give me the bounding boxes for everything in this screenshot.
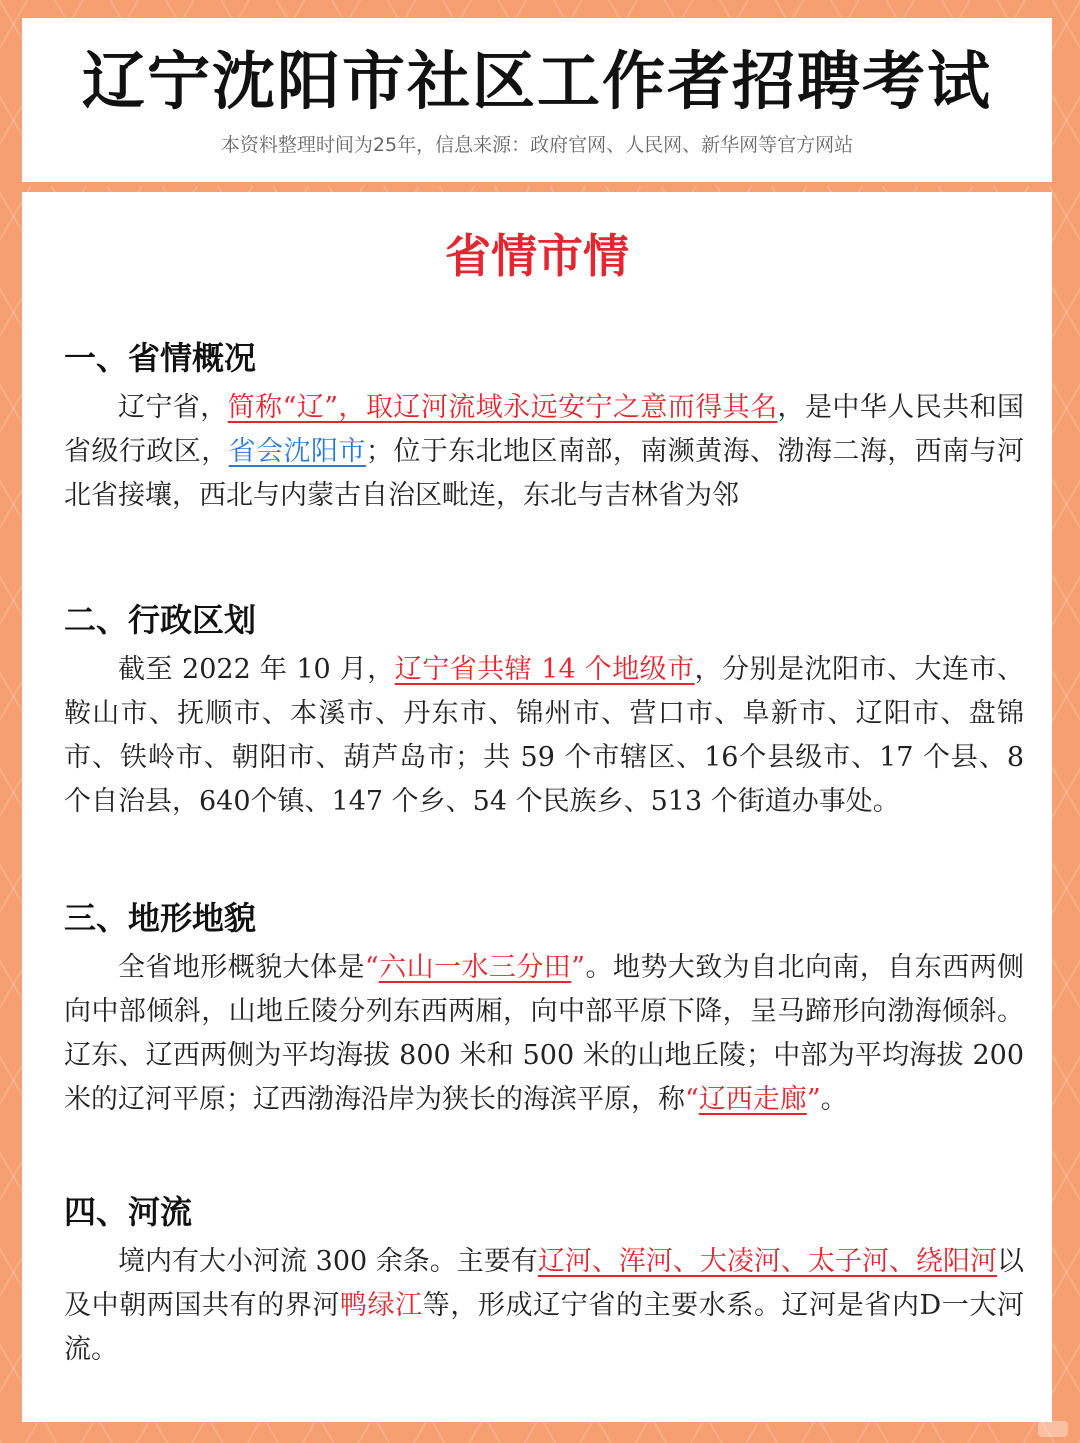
highlight-yalu-river: 鸭绿江 <box>339 1290 423 1321</box>
content-card <box>22 192 1052 1422</box>
highlight-main-rivers: 辽河、浑河、大凌河、太子河、绕阳河 <box>537 1246 998 1277</box>
page-title: 省情市情 <box>445 229 629 283</box>
text-run: 境内有大小河流 300 余条。主要有 <box>118 1246 538 1277</box>
main-title: 辽宁沈阳市社区工作者招聘考试 <box>82 45 992 118</box>
quote-mark: “ <box>364 952 379 983</box>
highlight-corridor: 辽西走廊 <box>698 1084 807 1115</box>
watermark-badge <box>1038 1421 1068 1437</box>
text-run: ，是中华人民共和国省级行政区， <box>64 392 1025 467</box>
quote-mark: “ <box>685 1084 699 1115</box>
section-province-overview <box>64 336 1024 518</box>
text-run: ；位于东北地区南部，南濒黄海、渤海二海，西南与河北省接壤，西北与内蒙古自治区毗连，东北与吉林省为邻 <box>64 436 1025 511</box>
section-heading: 四、河流 <box>64 1193 193 1231</box>
text-run: 等，形成辽宁省的主要水系。辽河是省内D一大河流。 <box>64 1290 1024 1365</box>
highlight-terrain-phrase: 六山一水三分田 <box>378 952 572 983</box>
text-run: 截至 2022 年 10 月， <box>118 654 395 685</box>
section-paragraph <box>64 386 1024 518</box>
text-run: 全省地形概貌大体是 <box>118 952 365 983</box>
text-run: 以及中朝两国共有的界河 <box>64 1246 1025 1321</box>
text-run: 。地势大致为自北向南，自东西两侧向中部倾斜，山地丘陵分列东西两厢，向中部平原下降，呈马蹄形向渤海倾斜。辽东、辽西两侧为平均海拔 800 米和 500 米的山地丘陵；中部为平均海拔 200 米的辽河平原；辽西渤海沿岸为狭长的海滨平原，称 <box>64 952 1025 1115</box>
text-run: 。 <box>820 1084 848 1115</box>
section-administrative-divisions <box>64 598 1024 824</box>
highlight-abbreviation: 简称“辽”，取辽河流域永远安宁之意而得其名 <box>227 392 778 423</box>
quote-mark: ” <box>571 952 586 983</box>
highlight-capital: 省会沈阳市 <box>228 436 366 467</box>
header-banner <box>22 18 1052 186</box>
section-heading: 二、行政区划 <box>64 601 257 639</box>
section-terrain <box>64 896 1024 1122</box>
quote-mark: ” <box>806 1084 821 1115</box>
section-paragraph <box>64 1240 1024 1372</box>
section-rivers <box>64 1190 1024 1372</box>
section-paragraph <box>64 648 1024 824</box>
section-heading: 一、省情概况 <box>64 339 257 377</box>
section-paragraph <box>64 946 1024 1122</box>
source-note: 本资料整理时间为25年，信息来源：政府官网、人民网、新华网等官方网站 <box>220 134 854 156</box>
section-heading: 三、地形地貌 <box>64 899 257 937</box>
text-run: 辽宁省， <box>118 392 228 423</box>
text-run: ，分别是沈阳市、大连市、鞍山市、抚顺市、本溪市、丹东市、锦州市、营口市、阜新市、辽阳市、盘锦市、铁岭市、朝阳市、葫芦岛市；共 59 个市辖区、16个县级市、17 个县、8 个自治县，640个镇、147 个乡、54 个民族乡、513 个街道办事处。 <box>64 654 1025 817</box>
highlight-city-count: 辽宁省共辖 14 个地级市 <box>394 654 695 685</box>
